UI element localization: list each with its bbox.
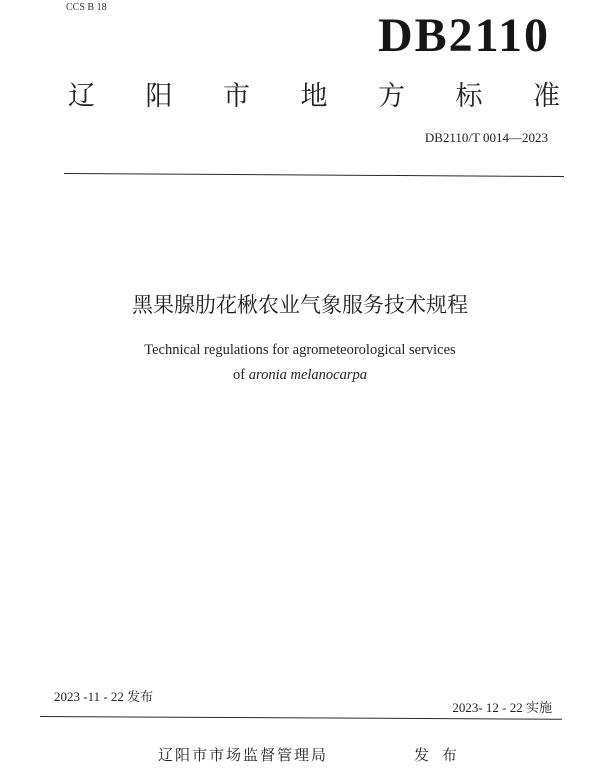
implementation-date: 2023- 12 - 22 实施 bbox=[452, 700, 552, 715]
ccs-code: CCS B 18 bbox=[66, 2, 107, 13]
publish-label: 发 布 bbox=[414, 746, 461, 764]
title-english-line2 bbox=[0, 367, 600, 384]
title-english-line1: Technical regulations for agrometeorological services bbox=[144, 342, 456, 358]
issue-date: 2023 -11 - 22 发布 bbox=[54, 689, 154, 704]
standard-type-char: 市 bbox=[223, 81, 250, 112]
title-english-prefix: of bbox=[233, 367, 249, 383]
standard-type-char: 阳 bbox=[145, 81, 173, 112]
standard-type-char: 方 bbox=[378, 81, 405, 112]
standard-number: DB2110/T 0014—2023 bbox=[424, 130, 548, 145]
standard-type bbox=[68, 74, 560, 113]
title-chinese: 黑果腺肋花楸农业气象服务技术规程 bbox=[132, 293, 468, 317]
standard-type-char: 地 bbox=[300, 81, 328, 112]
standard-type-char: 辽 bbox=[68, 81, 95, 112]
standard-type-char: 标 bbox=[455, 81, 483, 112]
publisher: 辽阳市市场监督管理局 bbox=[158, 746, 329, 764]
standard-type-char: 准 bbox=[533, 81, 560, 112]
footer-divider bbox=[40, 716, 562, 720]
header-divider bbox=[64, 173, 564, 177]
title-english-species: aronia melanocarpa bbox=[248, 367, 367, 383]
db-code: DB2110 bbox=[377, 9, 550, 62]
